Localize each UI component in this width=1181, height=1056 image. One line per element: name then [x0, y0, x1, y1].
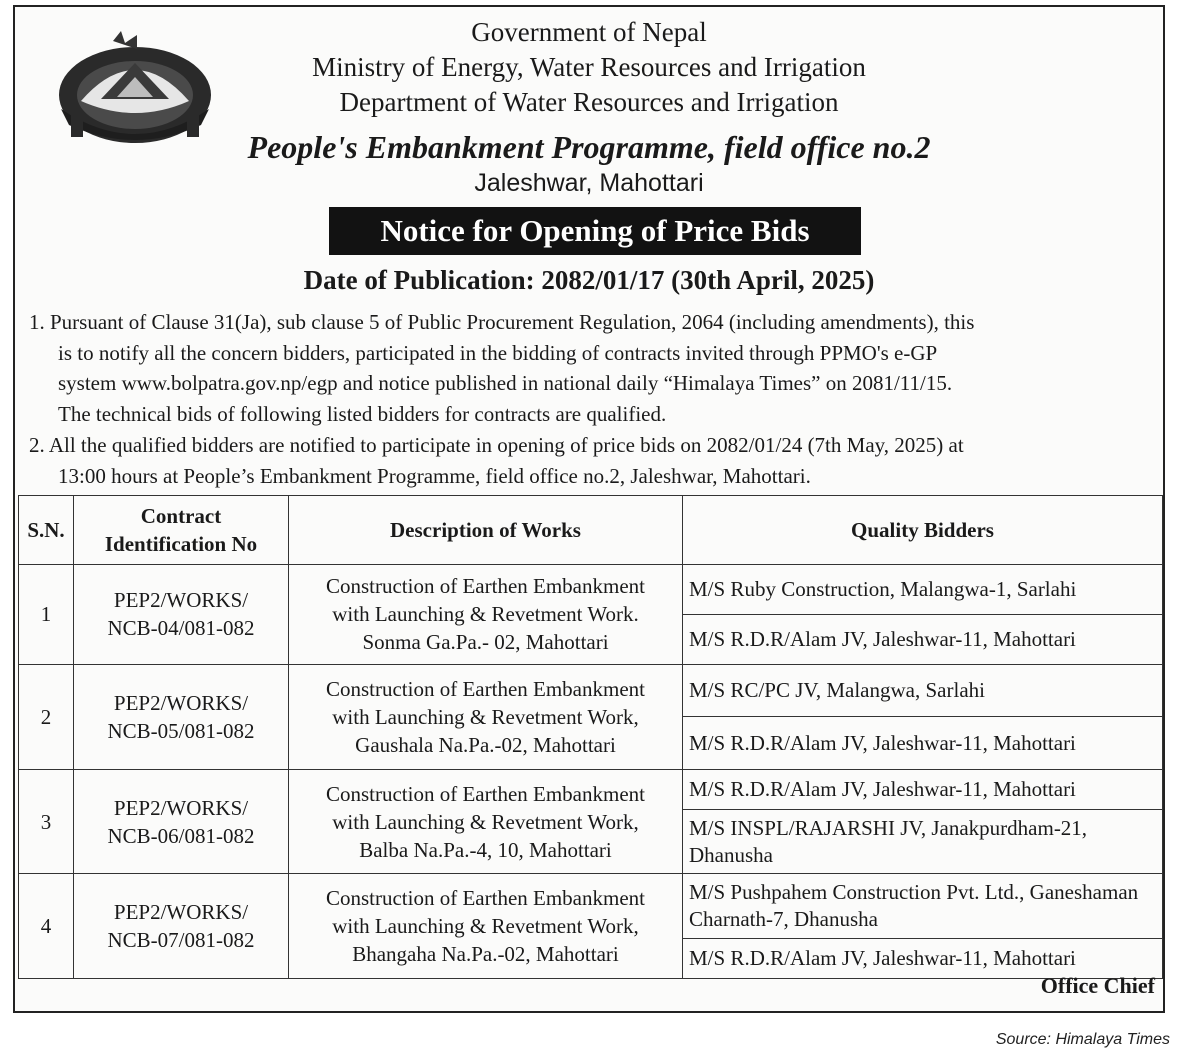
contract-id-line: PEP2/WORKS/ [113, 690, 249, 715]
description-line: with Launching & Revetment Work, [332, 914, 639, 939]
paragraph-line: 1. Pursuant of Clause 31(Ja), sub clause 5 of Public Procurement Regulation, 2064 (including amendments), this [29, 310, 975, 334]
publication-date-value: 2082/01/17 (30th April, 2025) [541, 265, 875, 295]
row-bidder: M/S RC/PC JV, Malangwa, Sarlahi [683, 665, 1163, 717]
row-bidder: M/S INSPL/RAJARSHI JV, Janakpurdham-21, Dhanusha [683, 809, 1163, 874]
publication-date [15, 265, 1163, 296]
description-line: Gaushala Na.Pa.-02, Mahottari [355, 732, 616, 757]
paragraph-line: 13:00 hours at People’s Embankment Programme, field office no.2, Jaleshwar, Mahottari. [58, 463, 811, 488]
row-sn: 4 [19, 874, 74, 979]
row-bidder: M/S Ruby Construction, Malangwa-1, Sarlahi [683, 564, 1163, 614]
contract-id-line: PEP2/WORKS/ [113, 795, 249, 820]
row-description [289, 874, 683, 979]
row-bidder: M/S Pushpahem Construction Pvt. Ltd., Ganeshaman Charnath-7, Dhanusha [683, 874, 1163, 939]
row-bidder: M/S R.D.R/Alam JV, Jaleshwar-11, Mahottari [683, 614, 1163, 664]
contract-id-line: NCB-05/081-082 [107, 718, 255, 743]
header-contract-line: Contract [140, 503, 222, 528]
description-line: Construction of Earthen Embankment [325, 676, 645, 701]
contract-id-line: NCB-04/081-082 [107, 616, 255, 641]
ministry-heading: Ministry of Energy, Water Resources and Irrigation [312, 52, 866, 82]
office-chief-signature: Office Chief [1040, 973, 1155, 998]
contract-id-line: PEP2/WORKS/ [113, 588, 249, 613]
row-bidder: M/S R.D.R/Alam JV, Jaleshwar-11, Mahottari [683, 717, 1163, 769]
row-description [289, 564, 683, 664]
publication-label: Date of Publication: [303, 265, 535, 295]
header-contract-id [74, 496, 289, 565]
notice-title: Notice for Opening of Price Bids [329, 207, 861, 255]
source-credit: Source: Himalaya Times [995, 1031, 1170, 1048]
paragraph-1 [29, 307, 1153, 429]
header-bidders: Quality Bidders [683, 496, 1163, 565]
table-header-row [19, 496, 1163, 565]
row-sn: 2 [19, 665, 74, 770]
row-contract-id [74, 665, 289, 770]
description-line: Balba Na.Pa.-4, 10, Mahottari [359, 837, 612, 862]
header-sn: S.N. [19, 496, 74, 565]
row-sn: 1 [19, 564, 74, 664]
programme-heading: People's Embankment Programme, field office no.2 [247, 129, 931, 165]
paragraph-line: is to notify all the concern bidders, participated in the bidding of contracts invited through PPMO's e-GP [58, 340, 938, 365]
description-line: Construction of Earthen Embankment [325, 781, 645, 806]
description-line: with Launching & Revetment Work, [332, 809, 639, 834]
description-line: with Launching & Revetment Work, [332, 704, 639, 729]
row-sn: 3 [19, 769, 74, 874]
row-contract-id [74, 874, 289, 979]
bidders-table [18, 495, 1163, 979]
department-heading: Department of Water Resources and Irrigation [339, 87, 839, 117]
description-line: Construction of Earthen Embankment [325, 886, 645, 911]
contract-id-line: NCB-06/081-082 [107, 823, 255, 848]
description-line: Construction of Earthen Embankment [325, 574, 645, 599]
contract-id-line: PEP2/WORKS/ [113, 900, 249, 925]
government-heading: Government of Nepal [471, 17, 707, 47]
location-heading: Jaleshwar, Mahottari [474, 169, 704, 197]
row-contract-id [74, 769, 289, 874]
row-contract-id [74, 564, 289, 664]
paragraph-line: The technical bids of following listed bidders for contracts are qualified. [58, 401, 667, 426]
row-description [289, 769, 683, 874]
description-line: Sonma Ga.Pa.- 02, Mahottari [362, 630, 609, 655]
contract-id-line: NCB-07/081-082 [107, 928, 255, 953]
notice-document [13, 5, 1165, 1013]
table-row [19, 665, 1163, 717]
table-row [19, 874, 1163, 939]
paragraph-line: system www.bolpatra.gov.np/egp and notice published in national daily “Himalaya Times” on 2081/11/15. [58, 371, 953, 395]
header-contract-line: Identification No [104, 531, 258, 556]
table-row [19, 769, 1163, 809]
header-description: Description of Works [289, 496, 683, 565]
paragraph-line: 2. All the qualified bidders are notified to participate in opening of price bids on 2082/01/24 (7th May, 2025) at [29, 433, 964, 457]
description-line: with Launching & Revetment Work. [332, 602, 639, 627]
paragraph-2 [29, 430, 1153, 491]
row-bidder: M/S R.D.R/Alam JV, Jaleshwar-11, Mahottari [683, 938, 1163, 978]
description-line: Bhangaha Na.Pa.-02, Mahottari [352, 942, 619, 967]
row-bidder: M/S R.D.R/Alam JV, Jaleshwar-11, Mahottari [683, 769, 1163, 809]
table-row [19, 564, 1163, 614]
row-description [289, 665, 683, 770]
